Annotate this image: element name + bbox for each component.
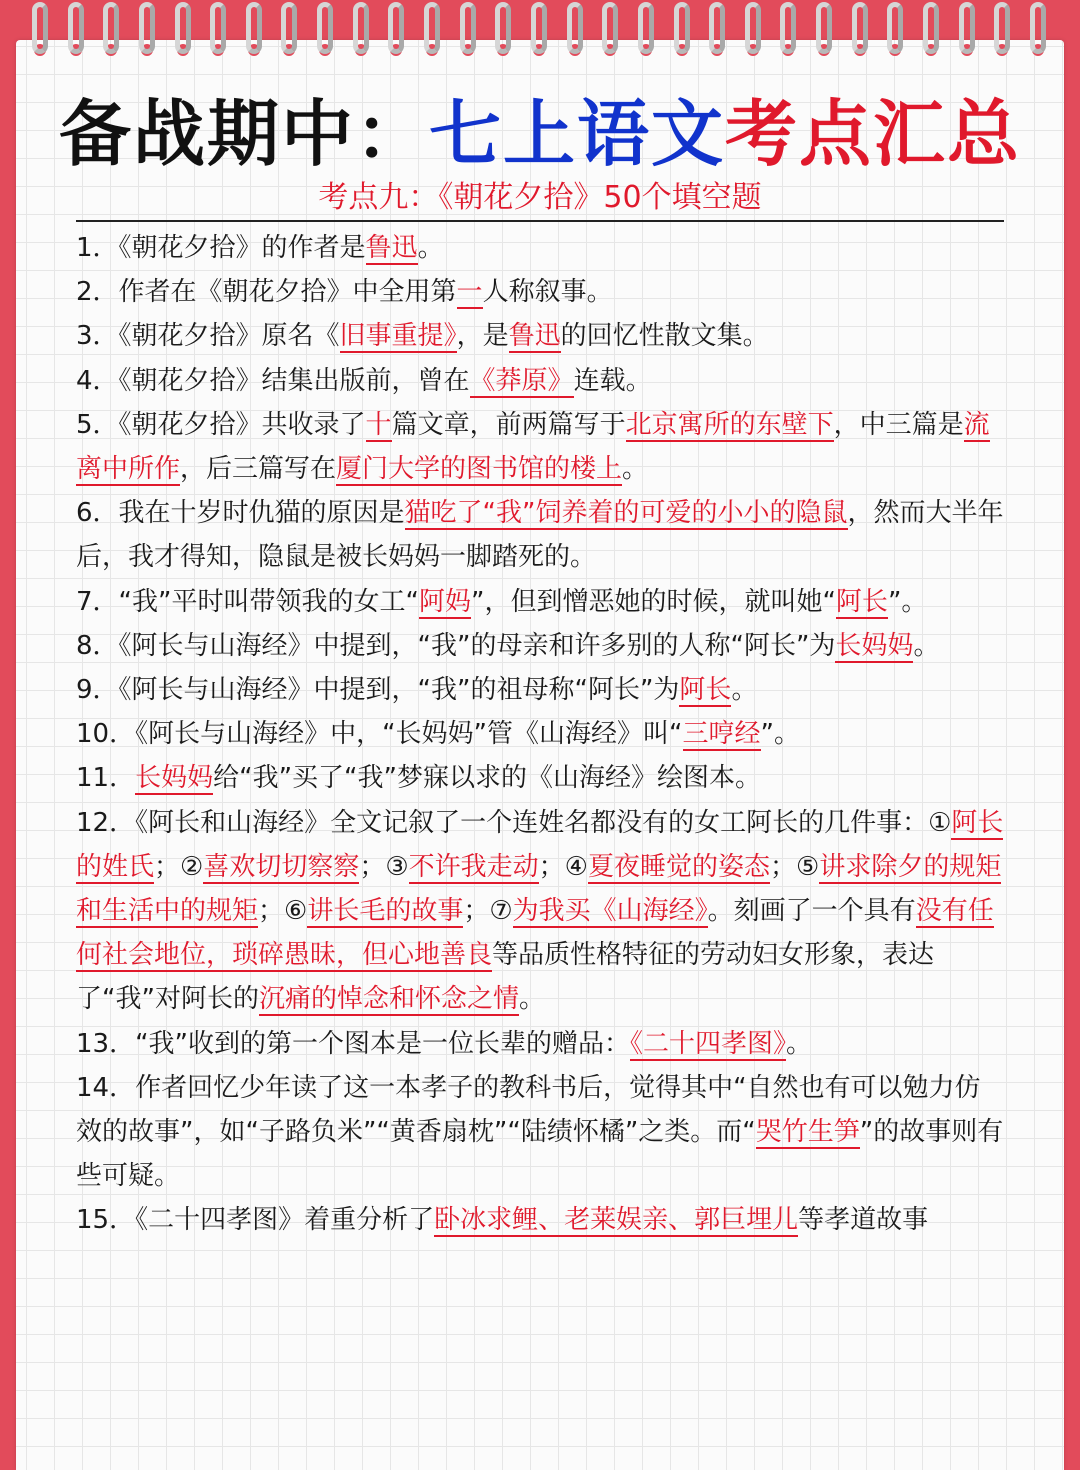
question-text: 的回忆性散文集。 <box>560 321 769 352</box>
spiral-ring-icon <box>311 0 341 70</box>
answer-text: 十 <box>365 409 392 440</box>
question-text: ，然而大半年后，我才得知，隐鼠是被长妈妈一脚踏死的。 <box>76 498 1004 573</box>
question-text: ；③ <box>359 851 409 882</box>
question-text: 。 <box>518 984 545 1015</box>
spiral-ring-icon <box>668 0 698 70</box>
spiral-ring-icon <box>169 0 199 70</box>
question-item <box>76 1198 1006 1242</box>
question-text: 5．《朝花夕拾》共收录了 <box>76 409 366 440</box>
spiral-ring-icon <box>275 0 305 70</box>
answer-text: 沉痛的悼念和怀念之情 <box>258 984 519 1015</box>
spiral-ring-icon <box>988 0 1018 70</box>
answer-text: 哭竹生笋 <box>755 1117 860 1148</box>
spiral-ring-icon <box>703 0 733 70</box>
spiral-ring-icon <box>418 0 448 70</box>
answer-text: 《二十四孝图》 <box>630 1028 787 1059</box>
spiral-ring-icon <box>454 0 484 70</box>
question-item <box>76 580 1006 624</box>
question-item <box>76 1066 1006 1199</box>
question-item <box>76 491 1006 579</box>
spiral-ring-icon <box>1024 0 1054 70</box>
answer-text: 《莽原》 <box>469 365 574 396</box>
spiral-ring-icon <box>97 0 127 70</box>
spiral-ring-icon <box>596 0 626 70</box>
answer-text: 流离中所作 <box>76 409 990 485</box>
spiral-ring-icon <box>881 0 911 70</box>
question-text: 。 <box>417 233 444 263</box>
question-text: ；② <box>154 851 204 882</box>
question-text: ；⑦ <box>463 896 513 927</box>
question-text: 3．《朝花夕拾》原名《 <box>76 321 340 352</box>
page-subtitle: 考点九：《朝花夕拾》50个填空题 <box>318 180 762 215</box>
spiral-ring-icon <box>382 0 412 70</box>
question-text: 14．作者回忆少年读了这一本孝子的教科书后，觉得其中“自然也有可以勉力仿效的故事”，如“子路负米”“黄香扇枕”“陆绩怀橘”之类。而“ <box>76 1072 981 1148</box>
question-text: 10．《阿长与山海经》中，“长妈妈”管《山海经》叫“ <box>76 719 683 750</box>
answer-text: 阿妈 <box>418 586 471 617</box>
divider <box>76 220 1004 222</box>
spiral-ring-icon <box>774 0 804 70</box>
question-item <box>76 712 1006 756</box>
question-text: 9．《阿长与山海经》中提到，“我”的祖母称“阿长”为 <box>76 675 680 706</box>
spiral-ring-icon <box>489 0 519 70</box>
spiral-ring-icon <box>846 0 876 70</box>
title-part-1: 备战期中： <box>58 91 429 176</box>
question-text: 给“我”买了“我”梦寐以求的《山海经》绘图本。 <box>213 763 761 794</box>
answer-text: 卧冰求鲤、老莱娱亲、郭巨埋儿 <box>434 1205 799 1236</box>
question-text: 人称叙事。 <box>482 277 613 308</box>
answer-text: 长妈妈 <box>135 763 214 794</box>
question-text: ，后三篇写在 <box>180 454 337 485</box>
answer-text: 鲁迅 <box>508 321 561 352</box>
spiral-ring-icon <box>240 0 270 70</box>
question-text: 。 <box>913 630 940 661</box>
spiral-ring-icon <box>632 0 662 70</box>
question-item <box>76 314 1006 358</box>
question-text: 。刻画了一个具有 <box>707 896 916 927</box>
answer-text: 鲁迅 <box>365 233 418 263</box>
answer-text: 讲长毛的故事 <box>307 896 464 927</box>
question-text: 。 <box>786 1028 813 1059</box>
question-list <box>76 226 1006 1243</box>
question-text: 等孝道故事 <box>798 1205 929 1236</box>
question-text: 11． <box>76 763 136 794</box>
question-item <box>76 624 1006 668</box>
spiral-ring-icon <box>62 0 92 70</box>
question-text: 连载。 <box>573 365 652 396</box>
question-text: 12．《阿长和山海经》全文记叙了一个连姓名都没有的女工阿长的几件事：① <box>76 807 952 838</box>
answer-text: 阿长 <box>835 586 888 617</box>
spiral-ring-icon <box>133 0 163 70</box>
spiral-ring-icon <box>347 0 377 70</box>
question-item <box>76 756 1006 800</box>
question-text: 2．作者在《朝花夕拾》中全用第 <box>76 277 457 308</box>
question-text: ”。 <box>760 719 800 750</box>
title-part-3: 考点汇总 <box>725 91 1022 176</box>
question-item <box>76 668 1006 712</box>
spiral-ring-icon <box>525 0 555 70</box>
answer-text: 阿长的姓氏 <box>76 807 1004 882</box>
page-title <box>0 76 1080 180</box>
answer-text: 旧事重提》 <box>339 321 457 352</box>
spiral-ring-icon <box>953 0 983 70</box>
answer-text: 夏夜睡觉的姿态 <box>587 851 770 882</box>
spiral-ring-icon <box>917 0 947 70</box>
question-text: ；⑥ <box>258 896 308 927</box>
question-text: 13．“我”收到的第一个图本是一位长辈的赠品： <box>76 1028 631 1059</box>
spiral-binding <box>20 0 1060 70</box>
question-item <box>76 801 1006 1022</box>
answer-text: 三哼经 <box>682 719 761 750</box>
question-text: 等品质性格特征的劳动妇女形象，表达了“我”对阿长的 <box>76 940 935 1015</box>
question-text: 。 <box>622 454 649 485</box>
question-text: 8．《阿长与山海经》中提到，“我”的母亲和许多别的人称“阿长”为 <box>76 630 836 661</box>
spiral-ring-icon <box>739 0 769 70</box>
question-text: ”，但到憎恶她的时候，就叫她“ <box>470 586 836 617</box>
question-text: 6．我在十岁时仇猫的原因是 <box>76 498 405 529</box>
answer-text: 北京寓所的东壁下 <box>625 409 834 440</box>
question-text: ，是 <box>456 321 509 352</box>
question-item <box>76 270 1006 314</box>
question-text: 。 <box>731 675 758 706</box>
question-text: ；④ <box>538 851 588 882</box>
question-item <box>76 1022 1006 1066</box>
question-text: ”的故事则有些可疑。 <box>76 1117 1004 1192</box>
answer-text: 讲求除夕的规矩和生活中的规矩 <box>76 851 1002 927</box>
question-item <box>76 226 1006 270</box>
answer-text: 为我买《山海经》 <box>512 896 708 927</box>
question-text: 15．《二十四孝图》着重分析了 <box>76 1205 435 1236</box>
question-text: 1．《朝花夕拾》的作者是 <box>76 233 366 263</box>
question-text: ，中三篇是 <box>833 409 964 440</box>
answer-text: 没有任何社会地位，琐碎愚昧，但心地善良 <box>76 896 994 971</box>
answer-text: 喜欢切切察察 <box>203 851 360 882</box>
question-item <box>76 359 1006 403</box>
question-text: ；⑤ <box>770 851 820 882</box>
spiral-ring-icon <box>204 0 234 70</box>
question-text: ”。 <box>887 586 928 617</box>
question-text: 7．“我”平时叫带领我的女工“ <box>76 586 419 617</box>
title-part-2: 七上语文 <box>428 91 725 176</box>
spiral-ring-icon <box>561 0 591 70</box>
spiral-ring-icon <box>26 0 56 70</box>
answer-text: 长妈妈 <box>835 630 914 661</box>
answer-text: 猫吃了“我”饲养着的可爱的小小的隐鼠 <box>404 498 848 529</box>
answer-text: 阿长 <box>679 675 732 706</box>
answer-text: 一 <box>456 277 483 308</box>
spiral-ring-icon <box>810 0 840 70</box>
answer-text: 不许我走动 <box>408 851 539 882</box>
question-item <box>76 403 1006 491</box>
question-text: 篇文章，前两篇写于 <box>391 409 626 440</box>
question-text: 4．《朝花夕拾》结集出版前，曾在 <box>76 365 470 396</box>
answer-text: 厦门大学的图书馆的楼上 <box>336 454 623 485</box>
